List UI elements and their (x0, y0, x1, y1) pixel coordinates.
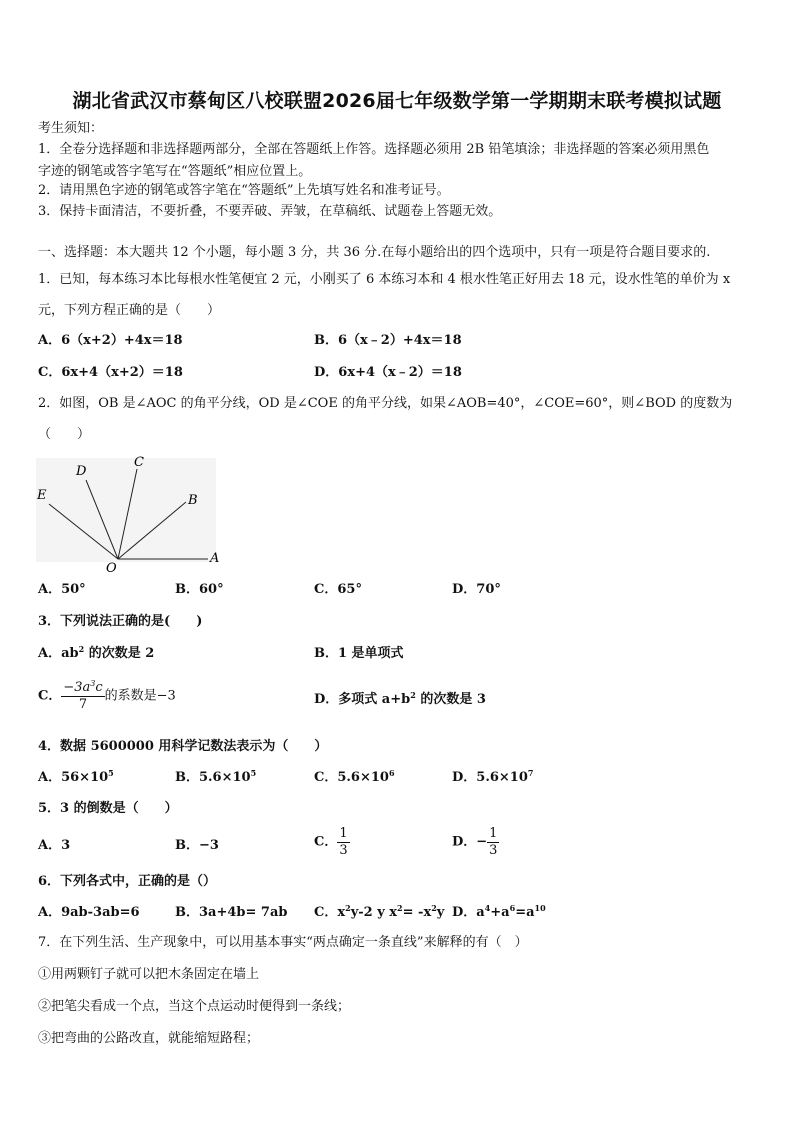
angle-figure (36, 452, 226, 574)
q2-option-b: B．60° (175, 582, 224, 597)
q7-stem: 7．在下列生活、生产现象中，可以用基本事实“两点确定一条直线”来解释的有（ ） (38, 935, 528, 950)
q2-stem-line2: （ ） (38, 427, 91, 442)
q1-stem-line1: 1．已知，每本练习本比每根水性笔便宜 2 元，小刚买了 6 本练习本和 4 根水性笔正好用去 18 元，设水性笔的单价为 x (38, 272, 731, 287)
q4-option-a: A．$56\times 10^5$ (38, 768, 114, 785)
q3-option-a: A．$ab^2$ 的次数是 2 (38, 644, 155, 661)
q3-option-b: B．1 是单项式 (314, 646, 404, 661)
q7-item-2: ②把笔尖看成一个点，当这个点运动时便得到一条线； (38, 999, 351, 1014)
q3-c-fraction: $\frac{-3a^3c}{7}$ (63, 679, 103, 712)
q3-stem: 3．下列说法正确的是( ) (38, 614, 203, 629)
q1-option-a: A．6（x+2）+4x＝18 (38, 333, 183, 348)
label-b: B (188, 493, 198, 508)
label-e: E (37, 488, 47, 503)
q5-option-a: A．3 (38, 838, 71, 853)
q6-option-b: B．3a+4b= 7ab (175, 905, 288, 920)
section-heading: 一、选择题：本大题共 12 个小题，每小题 3 分，共 36 分.在每小题给出的四个选项中，只有一项是符合题目要求的. (38, 245, 711, 260)
label-d: D (76, 464, 87, 479)
q4-option-d: D．$5.6\times 10^7$ (452, 768, 534, 785)
notice-item-1b: 字迹的钢笔或答字笔写在“答题纸”相应位置上。 (38, 164, 312, 179)
q1-stem-line2: 元，下列方程正确的是（ ） (38, 303, 221, 318)
q2-option-d: D．70° (452, 582, 501, 597)
q5-stem: 5．3 的倒数是（ ） (38, 801, 178, 816)
q4-stem: 4．数据 5600000 用科学记数法表示为（ ） (38, 739, 328, 754)
label-o: O (106, 561, 117, 574)
q2-stem-line1: 2．如图，OB 是∠AOC 的角平分线，OD 是∠COE 的角平分线，如果∠AOB=40°，∠COE=60°，则∠BOD 的度数为 (38, 396, 733, 411)
q5-d-fraction: $\frac{1}{3}$ (489, 826, 498, 858)
q6-stem: 6．下列各式中，正确的是（） (38, 874, 217, 889)
label-c: C (134, 455, 144, 470)
notice-item-2: 2．请用黑色字迹的钢笔或答字笔在“答题纸”上先填写姓名和准考证号。 (38, 183, 450, 198)
notice-item-1a: 1．全卷分选择题和非选择题两部分，全部在答题纸上作答。选择题必须用 2B 铅笔填涂；非选择题的答案必须用黑色 (38, 142, 710, 157)
q5-c-fraction: $\frac{1}{3}$ (339, 826, 348, 858)
q5-option-c: C． $\frac{1}{3}$ (314, 826, 348, 858)
figure-background (36, 458, 216, 562)
q1-option-c: C．6x+4（x+2）＝18 (38, 365, 183, 380)
q5-option-b: B．−3 (175, 838, 219, 853)
q5-option-d: D．− $\frac{1}{3}$ (452, 826, 498, 858)
q7-item-1: ①用两颗钉子就可以把木条固定在墙上 (38, 967, 260, 982)
notice-item-3: 3．保持卡面清洁，不要折叠，不要弄破、弄皱，在草稿纸、试题卷上答题无效。 (38, 204, 502, 219)
q4-option-c: C．$5.6\times 10^6$ (314, 768, 395, 785)
q3-option-d: D．多项式 $a+b^2$ 的次数是 3 (314, 690, 486, 707)
q6-option-d: D．$a^4+a^6=a^{10}$ (452, 903, 546, 920)
q7-item-3: ③把弯曲的公路改直，就能缩短路程； (38, 1031, 260, 1046)
q6-option-c: C．$x^2y-2$ y $x^2= -x^2y$ (314, 903, 445, 920)
q6-option-a: A．9ab-3ab=6 (38, 905, 140, 920)
q1-option-b: B．6（x﹣2）+4x＝18 (314, 333, 462, 348)
q2-option-a: A．50° (38, 582, 86, 597)
q1-option-d: D．6x+4（x﹣2）＝18 (314, 365, 462, 380)
notice-heading: 考生须知： (38, 121, 104, 136)
label-a: A (210, 551, 220, 566)
q4-option-b: B．$5.6\times 10^5$ (175, 768, 257, 785)
q2-option-c: C．65° (314, 582, 362, 597)
exam-title: 湖北省武汉市蔡甸区八校联盟2026届七年级数学第一学期期末联考模拟试题 (72, 90, 722, 112)
q3-option-c: C． $\frac{-3a^3c}{7}$ 的系数是−3 (38, 679, 176, 712)
